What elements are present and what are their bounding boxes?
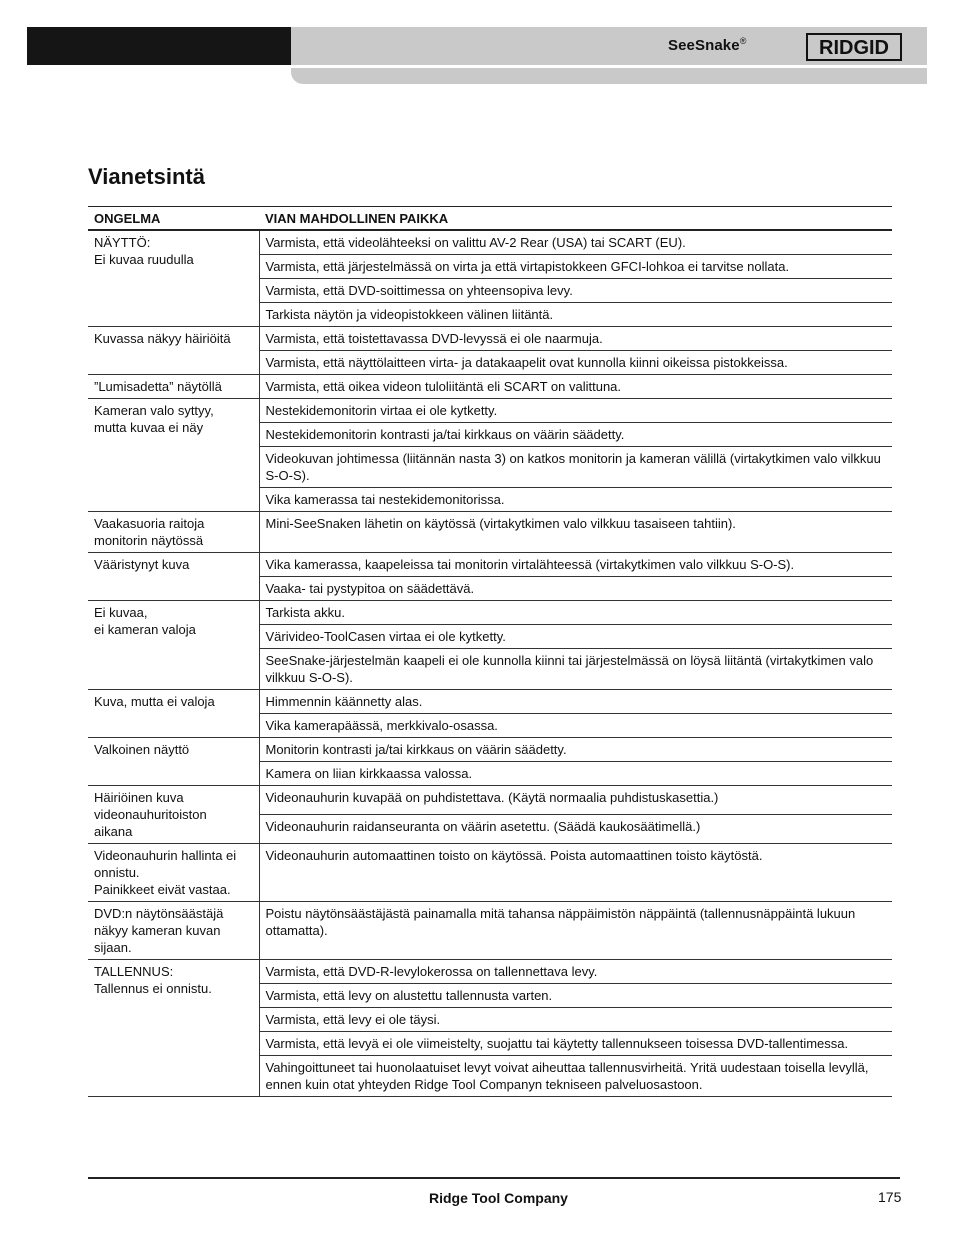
cause-cell: Poistu näytönsäästäjästä painamalla mitä tahansa näppäimistön näppäintä (tallennusnäppäintä lukuun ottamatta). xyxy=(259,902,892,960)
cause-cell: Värivideo-ToolCasen virtaa ei ole kytketty. xyxy=(259,625,892,649)
problem-line: Kuva, mutta ei valoja xyxy=(94,694,215,709)
table-row xyxy=(88,902,892,960)
footer-rule xyxy=(88,1177,900,1179)
cause-cell: Mini-SeeSnaken lähetin on käytössä (virtakytkimen valo vilkkuu tasaiseen tahtiin). xyxy=(259,512,892,553)
problem-line: ei kameran valoja xyxy=(94,622,196,637)
problem-cell xyxy=(88,553,259,601)
problem-line: Vääristynyt kuva xyxy=(94,557,190,572)
cause-cell: Videonauhurin kuvapää on puhdistettava. (Käytä normaalia puhdistuskasettia.) xyxy=(259,786,892,815)
cause-cell: Videonauhurin raidanseuranta on väärin asetettu. (Säädä kaukosäätimellä.) xyxy=(259,815,892,844)
problem-cell xyxy=(88,960,259,1097)
cause-cell: Varmista, että videolähteeksi on valittu AV-2 Rear (USA) tai SCART (EU). xyxy=(259,230,892,255)
cause-cell: Varmista, että levy on alustettu tallennusta varten. xyxy=(259,984,892,1008)
problem-line: Painikkeet eivät vastaa. xyxy=(94,882,231,897)
problem-cell xyxy=(88,690,259,738)
column-header-problem: ONGELMA xyxy=(88,207,259,231)
problem-line: Tallennus ei onnistu. xyxy=(94,981,212,996)
cause-cell: Himmennin käännetty alas. xyxy=(259,690,892,714)
cause-cell: Varmista, että järjestelmässä on virta ja että virtapistokkeen GFCI-lohkoa ei tarvitse nollata. xyxy=(259,255,892,279)
cause-cell: Tarkista akku. xyxy=(259,601,892,625)
column-header-cause: VIAN MAHDOLLINEN PAIKKA xyxy=(259,207,892,231)
page-number: 175 xyxy=(878,1189,902,1205)
cause-cell: Vika kamerassa tai nestekidemonitorissa. xyxy=(259,488,892,512)
problem-line: Vaakasuoria raitoja xyxy=(94,516,205,531)
problem-line: TALLENNUS: xyxy=(94,964,174,979)
table-row xyxy=(88,738,892,762)
problem-line: DVD:n näytönsäästäjä xyxy=(94,906,224,921)
problem-cell xyxy=(88,844,259,902)
page-title: Vianetsintä xyxy=(88,164,205,189)
cause-cell: Vaaka- tai pystypitoa on säädettävä. xyxy=(259,577,892,601)
cause-cell: Vahingoittuneet tai huonolaatuiset levyt voivat aiheuttaa tallennusvirheitä. Yritä uudestaan toisella levyllä, ennen kuin otat yhteyden Ridge Tool Companyn tekniseen palveluosastoon. xyxy=(259,1056,892,1097)
ridgid-logo xyxy=(806,33,902,61)
header-black-bar xyxy=(27,27,293,65)
cause-cell: Varmista, että oikea videon tuloliitäntä eli SCART on valittuna. xyxy=(259,375,892,399)
footer-company: Ridge Tool Company xyxy=(429,1190,568,1206)
table-header-row xyxy=(88,207,892,231)
header-gray-tab xyxy=(291,65,927,84)
problem-line: Ei kuvaa ruudulla xyxy=(94,252,194,267)
table-row xyxy=(88,553,892,577)
table-row xyxy=(88,230,892,255)
cause-cell: Videokuvan johtimessa (liitännän nasta 3) on katkos monitorin ja kameran välillä (virtakytkimen valo vilkkuu S-O-S). xyxy=(259,447,892,488)
problem-cell xyxy=(88,601,259,690)
problem-cell xyxy=(88,902,259,960)
cause-cell: Tarkista näytön ja videopistokkeen välinen liitäntä. xyxy=(259,303,892,327)
cause-cell: Varmista, että näyttölaitteen virta- ja datakaapelit ovat kunnolla kiinni oikeissa pistokkeissa. xyxy=(259,351,892,375)
problem-cell xyxy=(88,327,259,375)
table-row xyxy=(88,601,892,625)
cause-cell: Vika kamerapäässä, merkkivalo-osassa. xyxy=(259,714,892,738)
cause-cell: Varmista, että levyä ei ole viimeistelty, suojattu tai käytetty tallennukseen toisessa DVD-tallentimessa. xyxy=(259,1032,892,1056)
problem-line: aikana xyxy=(94,824,133,839)
cause-cell: Vika kamerassa, kaapeleissa tai monitorin virtalähteessä (virtakytkimen valo vilkkuu S-O-S). xyxy=(259,553,892,577)
troubleshooting-table xyxy=(88,206,892,1097)
problem-cell xyxy=(88,375,259,399)
table-row xyxy=(88,960,892,984)
table-row xyxy=(88,844,892,902)
cause-cell: Varmista, että toistettavassa DVD-levyssä ei ole naarmuja. xyxy=(259,327,892,351)
cause-cell: Nestekidemonitorin virtaa ei ole kytketty. xyxy=(259,399,892,423)
problem-line: Häiriöinen kuva xyxy=(94,790,184,805)
problem-cell xyxy=(88,738,259,786)
problem-line: Ei kuvaa, xyxy=(94,605,148,620)
table-row xyxy=(88,690,892,714)
product-name: SeeSnake® xyxy=(668,36,747,54)
cause-cell: Varmista, että DVD-soittimessa on yhteensopiva levy. xyxy=(259,279,892,303)
problem-line: Videonauhurin hallinta ei xyxy=(94,848,237,863)
problem-line: monitorin näytössä xyxy=(94,533,204,548)
problem-line: näkyy kameran kuvan xyxy=(94,923,221,938)
problem-line: Kameran valo syttyy, xyxy=(94,403,214,418)
problem-cell xyxy=(88,230,259,327)
table-row xyxy=(88,327,892,351)
table-row xyxy=(88,375,892,399)
ridgid-logo-text: RIDGID xyxy=(819,37,889,59)
cause-cell: Nestekidemonitorin kontrasti ja/tai kirkkaus on väärin säädetty. xyxy=(259,423,892,447)
cause-cell: SeeSnake-järjestelmän kaapeli ei ole kunnolla kiinni tai järjestelmässä on löysä liitäntä (virtakytkimen valo vilkkuu S-O-S). xyxy=(259,649,892,690)
problem-line: NÄYTTÖ: xyxy=(94,235,151,250)
table-row xyxy=(88,399,892,423)
cause-cell: Kamera on liian kirkkaassa valossa. xyxy=(259,762,892,786)
problem-line: mutta kuvaa ei näy xyxy=(94,420,204,435)
cause-cell: Varmista, että levy ei ole täysi. xyxy=(259,1008,892,1032)
problem-line: onnistu. xyxy=(94,865,140,880)
problem-line: Valkoinen näyttö xyxy=(94,742,190,757)
table-row xyxy=(88,786,892,815)
cause-cell: Varmista, että DVD-R-levylokerossa on tallennettava levy. xyxy=(259,960,892,984)
problem-cell xyxy=(88,512,259,553)
problem-line: videonauhuritoiston xyxy=(94,807,207,822)
problem-line: ”Lumisadetta” näytöllä xyxy=(94,379,222,394)
problem-line: sijaan. xyxy=(94,940,132,955)
cause-cell: Monitorin kontrasti ja/tai kirkkaus on väärin säädetty. xyxy=(259,738,892,762)
cause-cell: Videonauhurin automaattinen toisto on käytössä. Poista automaattinen toisto käytöstä. xyxy=(259,844,892,902)
problem-line: Kuvassa näkyy häiriöitä xyxy=(94,331,231,346)
table-row xyxy=(88,512,892,553)
problem-cell xyxy=(88,399,259,512)
problem-cell xyxy=(88,786,259,844)
